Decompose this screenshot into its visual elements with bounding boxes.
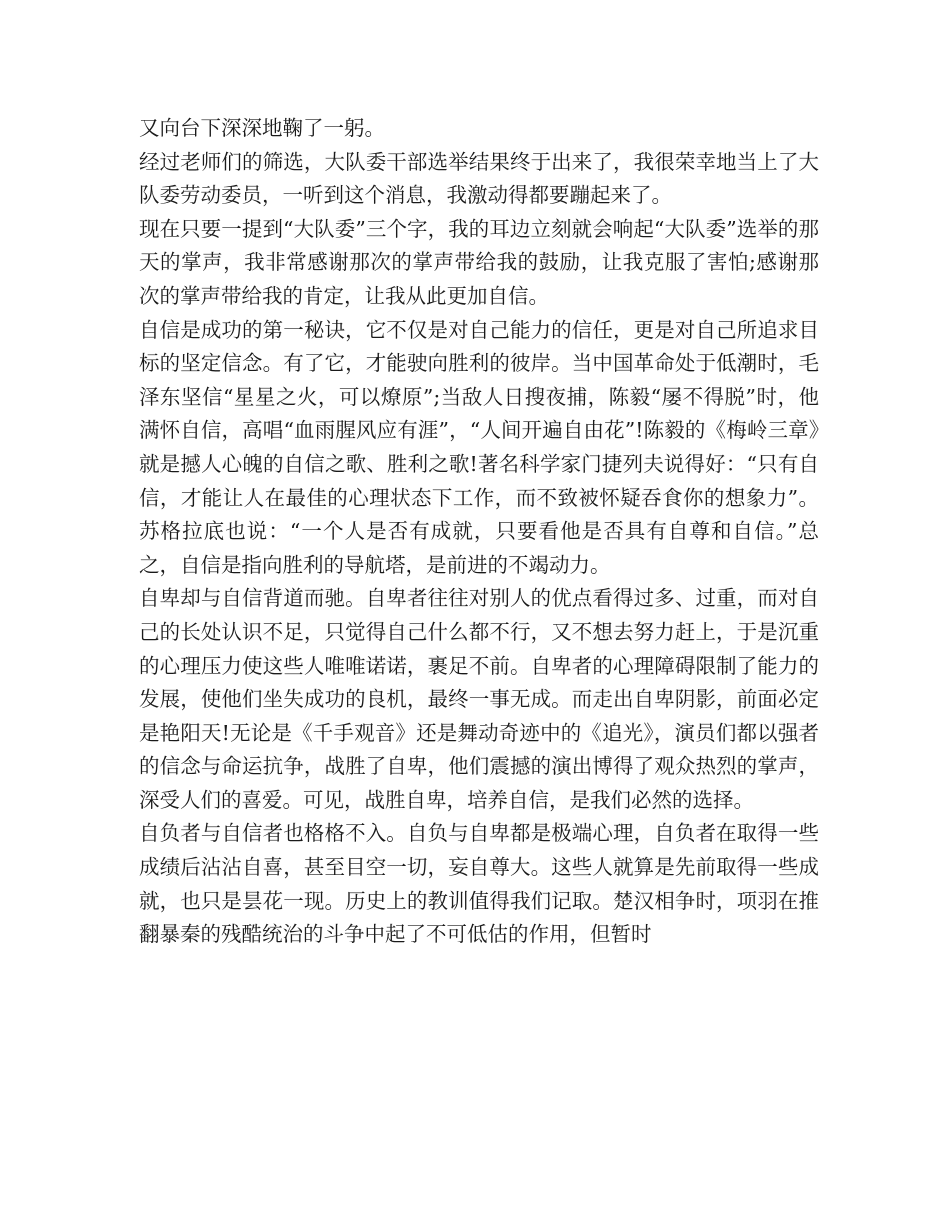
paragraph-2: 经过老师们的筛选，大队委干部选举结果终于出来了，我很荣幸地当上了大队委劳动委员，一听到这个消息，我激动得都要蹦起来了。 xyxy=(139,149,819,208)
paragraph-5: 自卑却与自信背道而驰。自卑者往往对别人的优点看得过多、过重，而对自己的长处认识不足，只觉得自己什么都不行，又不想去努力赶上，于是沉重的心理压力使这些人唯唯诺诺，裹足不前。自卑者的心理障碍限制了能力的发展，使他们坐失成功的良机，最终一事无成。而走出自卑阴影，前面必定是艳阳天!无论是《千手观音》还是舞动奇迹中的《追光》，演员们都以强者的信念与命运抗争，战胜了自卑，他们震撼的演出博得了观众热烈的掌声，深受人们的喜爱。可见，战胜自卑，培养自信，是我们必然的选择。 xyxy=(139,586,819,812)
paragraph-3: 现在只要一提到“大队委”三个字，我的耳边立刻就会响起“大队委”选举的那天的掌声，我非常感谢那次的掌声带给我的鼓励，让我克服了害怕;感谢那次的掌声带给我的肯定，让我从此更加自信。 xyxy=(139,216,819,308)
paragraph-6: 自负者与自信者也格格不入。自负与自卑都是极端心理，自负者在取得一些成绩后沾沾自喜，甚至目空一切，妄自尊大。这些人就算是先前取得一些成就，也只是昙花一现。历史上的教训值得我们记取。楚汉相争时，项羽在推翻暴秦的残酷统治的斗争中起了不可低估的作用，但暂时 xyxy=(139,821,819,947)
paragraph-1: 又向台下深深地鞠了一躬。 xyxy=(139,116,385,140)
paragraph-4: 自信是成功的第一秘诀，它不仅是对自己能力的信任，更是对自己所追求目标的坚定信念。有了它，才能驶向胜利的彼岸。当中国革命处于低潮时，毛泽东坚信“星星之火，可以燎原”;当敌人日搜夜捕，陈毅“屡不得脱”时，他满怀自信，高唱“血雨腥风应有涯”，“人间开遍自由花”!陈毅的《梅岭三章》就是撼人心魄的自信之歌、胜利之歌!著名科学家门捷列夫说得好：“只有自信，才能让人在最佳的心理状态下工作，而不致被怀疑吞食你的想象力”。苏格拉底也说：“一个人是否有成就，只要看他是否具有自尊和自信。”总之，自信是指向胜利的导航塔，是前进的不竭动力。 xyxy=(139,317,819,577)
document-body xyxy=(139,112,819,952)
